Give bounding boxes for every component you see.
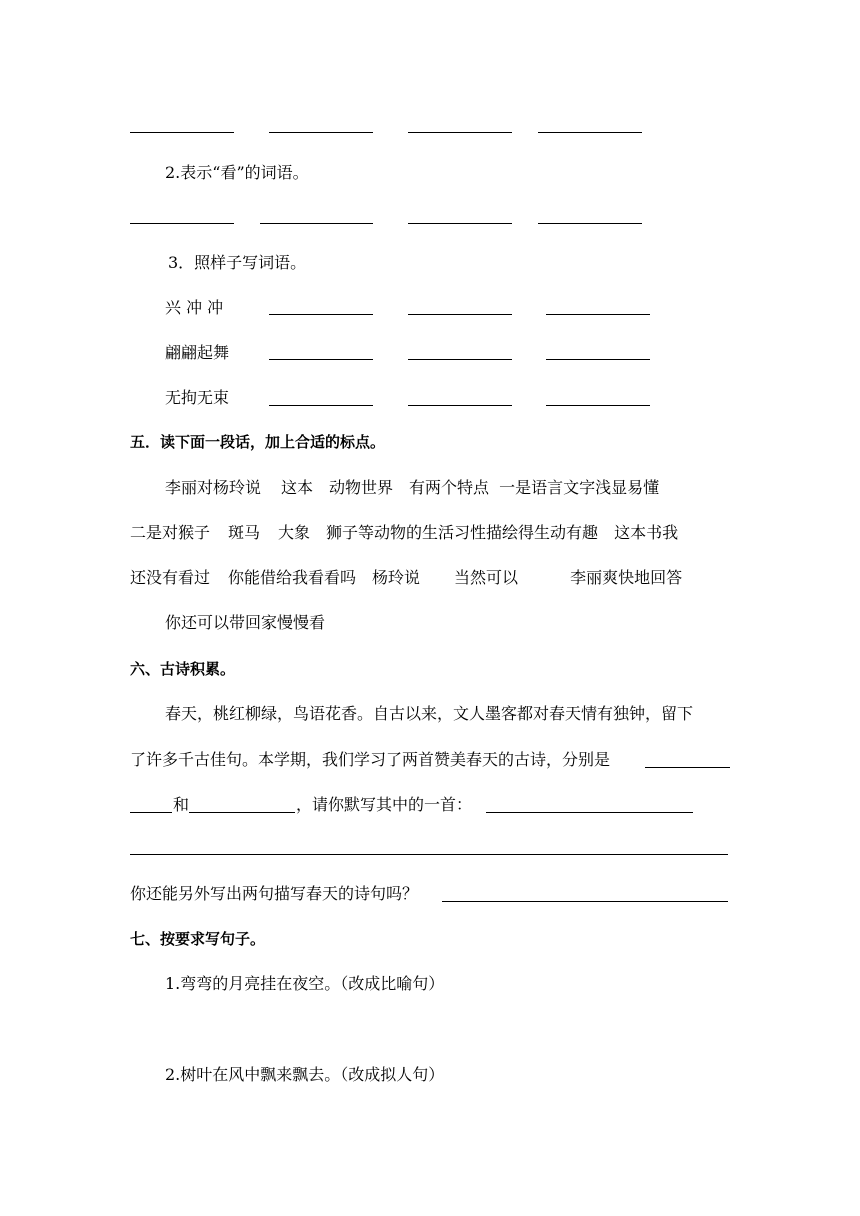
question-item: 2.树叶在风中飘来飘去。（改成拟人句） xyxy=(165,1065,445,1084)
section-heading: 五．读下面一段话，加上合适的标点。 xyxy=(130,433,386,451)
answer-blank[interactable] xyxy=(546,314,650,315)
answer-blank[interactable] xyxy=(269,314,373,315)
answer-blank[interactable] xyxy=(269,132,373,133)
answer-blank[interactable] xyxy=(130,854,728,855)
passage-fragment: 二是对猴子 xyxy=(130,523,211,542)
passage-fragment: 斑马 xyxy=(228,523,261,542)
passage-line xyxy=(165,478,659,498)
answer-blank[interactable] xyxy=(538,132,642,133)
answer-blank[interactable] xyxy=(538,223,642,224)
question-item: 1.弯弯的月亮挂在夜空。（改成比喻句） xyxy=(165,974,445,993)
passage-fragment: 有两个特点 xyxy=(409,478,490,497)
section-heading: 六、古诗积累。 xyxy=(130,660,236,678)
answer-blank[interactable] xyxy=(189,812,295,813)
passage-line: 了许多千古佳句。本学期，我们学习了两首赞美春天的古诗，分别是 xyxy=(130,750,611,769)
answer-blank[interactable] xyxy=(408,314,512,315)
answer-blank[interactable] xyxy=(546,405,650,406)
answer-blank[interactable] xyxy=(408,405,512,406)
question-item: 2.表示“看”的词语。 xyxy=(165,163,309,182)
passage-fragment: 一是语言文字浅显易懂 xyxy=(499,478,660,497)
passage-line: 你还可以带回家慢慢看 xyxy=(165,613,326,632)
passage-line xyxy=(130,523,678,543)
question-item: 3．照样子写词语。 xyxy=(168,253,307,272)
example-word: 翩翩起舞 xyxy=(165,343,230,362)
passage-fragment: 李丽爽快地回答 xyxy=(570,568,683,587)
passage-fragment: 李丽对杨玲说 xyxy=(165,478,262,497)
passage-fragment: 狮子等动物的生活习性描绘得生动有趣 xyxy=(326,523,599,542)
passage-line: ，请你默写其中的一首： xyxy=(296,795,473,814)
answer-blank[interactable] xyxy=(130,812,172,813)
answer-blank[interactable] xyxy=(645,767,730,768)
passage-line xyxy=(130,568,682,588)
answer-blank[interactable] xyxy=(408,223,512,224)
answer-blank[interactable] xyxy=(260,223,373,224)
passage-line: 春天，桃红柳绿，鸟语花香。自古以来，文人墨客都对春天情有独钟，留下 xyxy=(165,704,694,723)
passage-fragment: 还没有看过 xyxy=(130,568,211,587)
answer-blank[interactable] xyxy=(546,359,650,360)
passage-line: 你还能另外写出两句描写春天的诗句吗？ xyxy=(130,884,419,903)
passage-fragment: 大象 xyxy=(278,523,311,542)
connector-text: 和 xyxy=(173,795,190,814)
answer-blank[interactable] xyxy=(486,812,693,813)
answer-blank[interactable] xyxy=(408,359,512,360)
answer-blank[interactable] xyxy=(130,132,234,133)
passage-fragment: 动物世界 xyxy=(329,478,394,497)
section-heading: 七、按要求写句子。 xyxy=(130,930,266,948)
example-word: 兴 冲 冲 xyxy=(165,298,224,317)
answer-blank[interactable] xyxy=(442,901,728,902)
example-word: 无拘无束 xyxy=(165,388,230,407)
passage-fragment: 杨玲说 xyxy=(372,568,421,587)
passage-fragment: 当然可以 xyxy=(454,568,519,587)
answer-blank[interactable] xyxy=(408,132,512,133)
answer-blank[interactable] xyxy=(130,223,234,224)
answer-blank[interactable] xyxy=(269,405,373,406)
answer-blank[interactable] xyxy=(269,359,373,360)
passage-fragment: 这本 xyxy=(281,478,314,497)
passage-fragment: 这本书我 xyxy=(614,523,679,542)
passage-fragment: 你能借给我看看吗 xyxy=(228,568,357,587)
